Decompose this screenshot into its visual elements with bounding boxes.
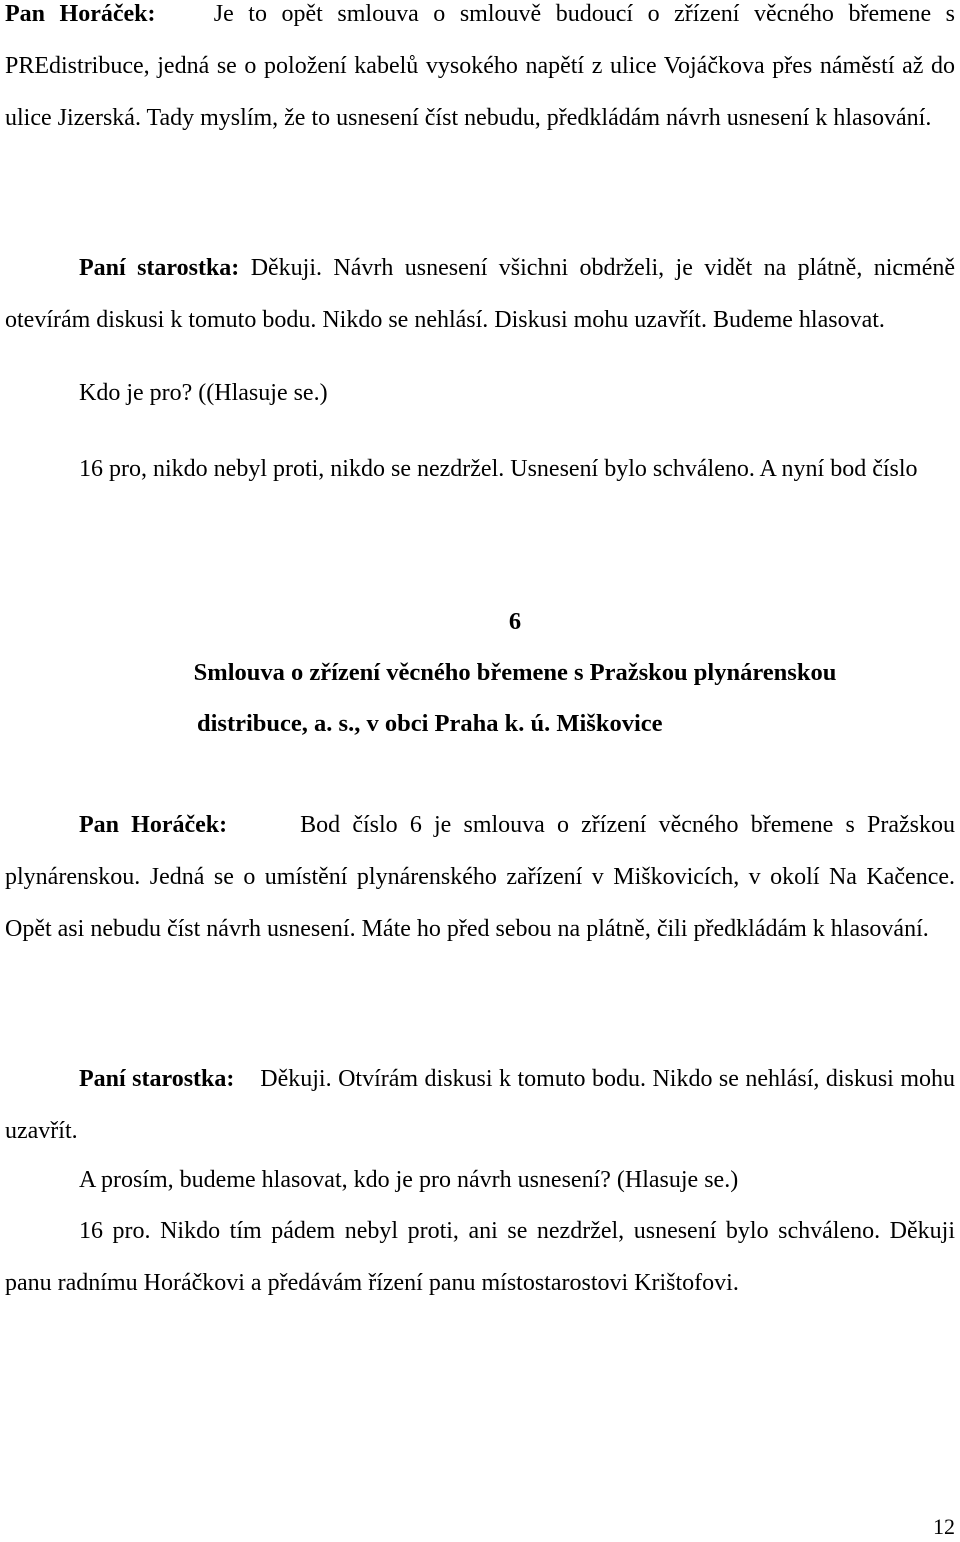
page-number: 12 bbox=[933, 1514, 955, 1539]
paragraph-text: 16 pro. Nikdo tím pádem nebyl proti, ani se nezdržel, usnesení bylo schváleno. Děkuji panu radnímu Horáčkovi a předávám řízení panu místostarostovi Krištofovi. bbox=[5, 1218, 955, 1296]
paragraph-text: 16 pro, nikdo nebyl proti, nikdo se nezdržel. Usnesení bylo schváleno. A nyní bod číslo bbox=[79, 456, 918, 482]
agenda-item-title-line2: distribuce, a. s., v obci Praha k. ú. Miškovice bbox=[197, 710, 663, 737]
speaker-label: Paní starostka: bbox=[79, 1066, 235, 1092]
paragraph-horacek-1 bbox=[5, 0, 955, 144]
speaker-label: Pan Horáček: bbox=[79, 812, 228, 838]
speaker-label: Paní starostka: bbox=[79, 255, 240, 281]
paragraph-vote-result-1 bbox=[5, 443, 955, 495]
paragraph-text: Děkuji. Otvírám diskusi k tomuto bodu. Nikdo se nehlásí, diskusi mohu uzavřít. bbox=[5, 1066, 955, 1144]
paragraph-starostka-2 bbox=[5, 1053, 955, 1157]
paragraph-text: Je to opět smlouva o smlouvě budoucí o zřízení věcného břemene s PREdistribuce, jedná se o položení kabelů vysokého napětí z ulice Vojáčkova přes náměstí až do ulice Jizerská. Tady myslím, že to usnesení číst nebudu, předkládám návrh usnesení k hlasování. bbox=[5, 1, 955, 131]
document-page bbox=[5, 0, 955, 1537]
paragraph-text: Bod číslo 6 je smlouva o zřízení věcného břemene s Pražskou plynárenskou. Jedná se o umístění plynárenského zařízení v Miškovicích, v okolí Na Kačence. Opět asi nebudu číst návrh usnesení. Máte ho před sebou na plátně, čili předkládám k hlasování. bbox=[5, 812, 955, 942]
paragraph-starostka-1 bbox=[5, 242, 955, 346]
agenda-item-number: 6 bbox=[508, 608, 522, 635]
paragraph-text: A prosím, budeme hlasovat, kdo je pro návrh usnesení? (Hlasuje se.) bbox=[79, 1167, 739, 1193]
paragraph-vote-call-1 bbox=[5, 367, 955, 419]
paragraph-text: Děkuji. Návrh usnesení všichni obdrželi, je vidět na plátně, nicméně otevírám diskusi k tomuto bodu. Nikdo se nehlásí. Diskusi mohu uzavřít. Budeme hlasovat. bbox=[5, 255, 955, 333]
paragraph-horacek-2 bbox=[5, 799, 955, 955]
paragraph-vote-call-2 bbox=[5, 1154, 955, 1206]
paragraph-vote-result-2 bbox=[5, 1205, 955, 1309]
paragraph-text: Kdo je pro? ((Hlasuje se.) bbox=[79, 380, 328, 406]
speaker-label: Pan Horáček: bbox=[5, 1, 156, 27]
agenda-item-title-line1: Smlouva o zřízení věcného břemene s Pražskou plynárenskou bbox=[193, 659, 837, 686]
